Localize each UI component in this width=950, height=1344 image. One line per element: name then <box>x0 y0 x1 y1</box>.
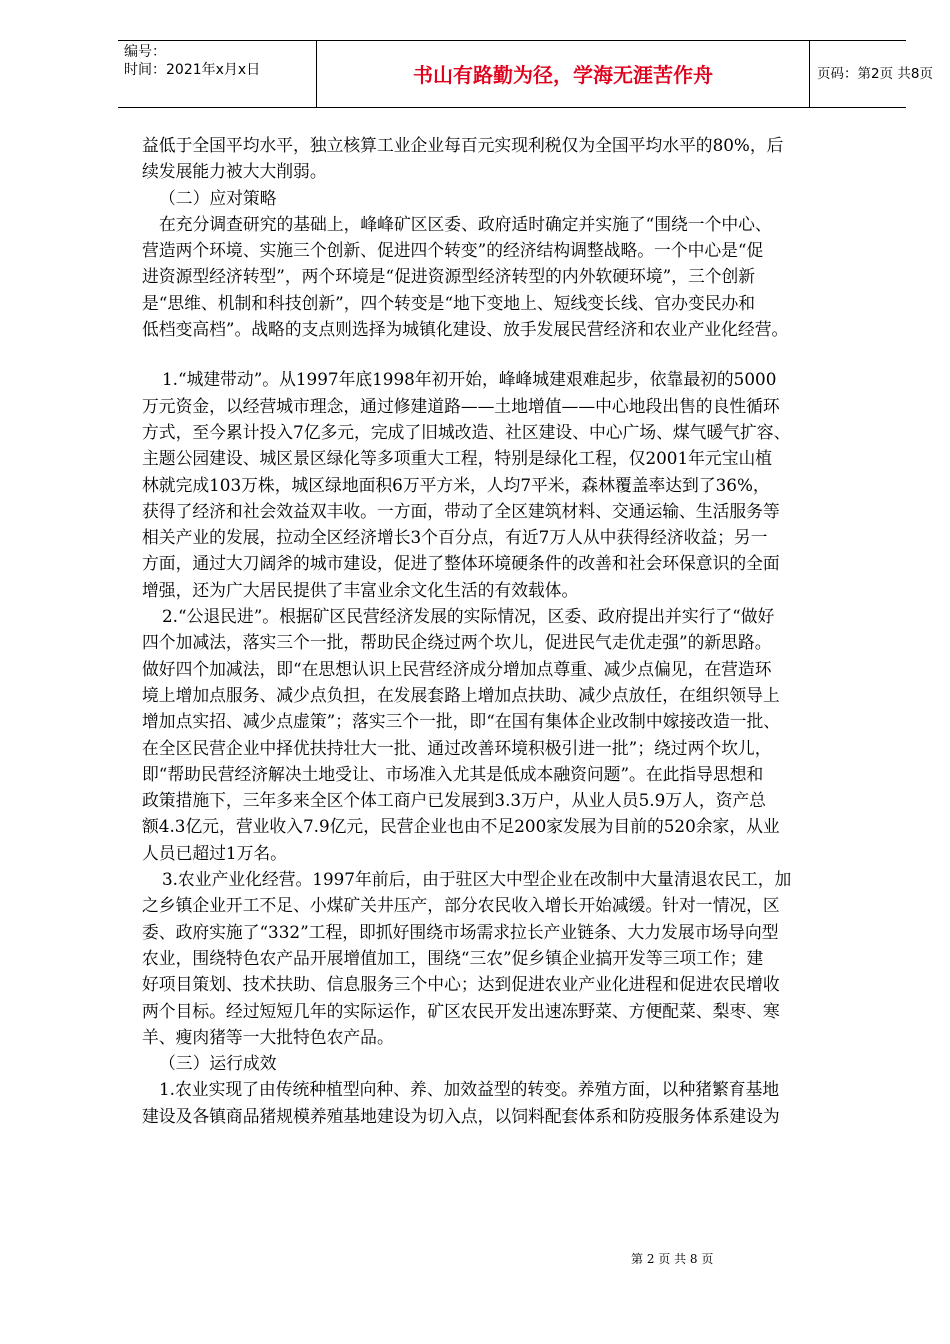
body-line: 获得了经济和社会效益双丰收。一方面，带动了全区建筑材料、交通运输、生活服务等 <box>142 500 780 521</box>
body-line: 相关产业的发展，拉动全区经济增长3个百分点，有近7万人从中获得经济收益；另一 <box>142 527 768 548</box>
body-line: 委、政府实施了“332”工程，即抓好围绕市场需求拉长产业链条、大力发展市场导向型 <box>142 921 779 942</box>
body-line: 在充分调查研究的基础上，峰峰矿区区委、政府适时确定并实施了“围绕一个中心、 <box>159 213 772 234</box>
body-line: 人员已超过1万名。 <box>142 842 287 863</box>
body-line: 增强，还为广大居民提供了丰富业余文化生活的有效载体。 <box>142 579 579 600</box>
body-line: 增加点实招、减少点虚策”；落实三个一批，即“在国有集体企业改制中嫁接改造一批、 <box>142 711 781 732</box>
item3-paragraph <box>142 866 890 1050</box>
document-body <box>142 132 890 1129</box>
body-line: 益低于全国平均水平，独立核算工业企业每百元实现利税仅为全国平均水平的80%，后 <box>142 135 784 155</box>
body-line: 即“帮助民营经济解决土地受让、市场准入尤其是低成本融资问题”。在此指导思想和 <box>142 763 764 784</box>
body-line: 3.农业产业化经营。1997年前后，由于驻区大中型企业在改制中大量清退农民工，加 <box>162 869 792 890</box>
body-line: 营造两个环境、实施三个创新、促进四个转变”的经济结构调整战略。一个中心是“促 <box>142 240 764 261</box>
body-line: 境上增加点服务、减少点负担，在发展套路上增加点扶助、减少点放任，在组织领导上 <box>142 684 780 705</box>
results-paragraph <box>142 1076 890 1129</box>
paragraph-gap <box>142 342 890 366</box>
section-heading-results: （三）运行成效 <box>159 1053 277 1074</box>
header-page-cell <box>809 41 933 107</box>
body-line: 好项目策划、技术扶助、信息服务三个中心；达到促进农业产业化进程和促进农民增收 <box>142 974 780 995</box>
body-line: 农业，围绕特色农产品开展增值加工，围绕“三农”促乡镇企业搞开发等三项工作；建 <box>142 947 764 968</box>
body-line: 进资源型经济转型”，两个环境是“促进资源型经济转型的内外软硬环境”，三个创新 <box>142 266 756 287</box>
header-page-info: 页码：第2页 共8页 <box>817 66 933 82</box>
body-line: 是“思维、机制和科技创新”，四个转变是“地下变地上、短线变长线、官办变民办和 <box>142 292 756 313</box>
body-line: 万元资金，以经营城市理念，通过修建道路——土地增值——中心地段出售的良性循环 <box>142 395 780 416</box>
body-line: 1.农业实现了由传统种植型向种、养、加效益型的转变。养殖方面，以种猪繁育基地 <box>159 1079 780 1100</box>
body-line: 2.“公退民进”。根据矿区民营经济发展的实际情况，区委、政府提出并实行了“做好 <box>162 606 775 627</box>
header-motto-cell <box>316 41 810 107</box>
body-line: 建设及各镇商品猪规模养殖基地建设为切入点，以饲料配套体系和防疫服务体系建设为 <box>142 1105 780 1126</box>
body-line: 两个目标。经过短短几年的实际运作，矿区农民开发出速冻野菜、方便配菜、梨枣、寒 <box>142 1000 780 1021</box>
item2-paragraph <box>142 603 890 866</box>
section-heading-strategy: （二）应对策略 <box>159 187 277 208</box>
body-line: 在全区民营企业中择优扶持壮大一批、通过改善环境积极引进一批”；绕过两个坎儿， <box>142 737 772 758</box>
body-line: 额4.3亿元，营业收入7.9亿元，民营企业也由不足200家发展为目前的520余家，从业 <box>142 816 780 837</box>
header-meta-cell <box>118 41 316 107</box>
document-number-label: 编号： <box>124 44 166 60</box>
body-line: 方面，通过大刀阔斧的城市建设，促进了整体环境硬条件的改善和社会环保意识的全面 <box>142 553 780 574</box>
body-line: 羊、瘦肉猪等一大批特色农产品。 <box>142 1026 394 1047</box>
page-header <box>118 40 933 108</box>
intro-paragraph <box>142 132 890 185</box>
body-line: 续发展能力被大大削弱。 <box>142 161 327 182</box>
footer-page-number: 第 2 页 共 8 页 <box>631 1252 714 1266</box>
body-line: 四个加减法，落实三个一批，帮助民企绕过两个坎儿，促进民气走优走强”的新思路。 <box>142 632 772 653</box>
body-line: 低档变高档”。战略的支点则选择为城镇化建设、放手发展民营经济和农业产业化经营。 <box>142 319 789 340</box>
item1-paragraph <box>142 366 890 603</box>
body-line: 1.“城建带动”。从1997年底1998年初开始，峰峰城建艰难起步，依靠最初的5000 <box>162 369 777 390</box>
body-line: 方式，至今累计投入7亿多元，完成了旧城改造、社区建设、中心广场、煤气暖气扩容、 <box>142 421 791 442</box>
body-line: 林就完成103万株，城区绿地面积6万平方米，人均7平米，森林覆盖率达到了36%， <box>142 474 770 495</box>
body-line: 主题公园建设、城区景区绿化等多项重大工程，特别是绿化工程，仅2001年元宝山植 <box>142 448 773 469</box>
strategy-paragraph <box>142 211 890 342</box>
header-motto: 书山有路勤为径，学海无涯苦作舟 <box>413 63 713 87</box>
document-time-label: 时间：2021年x月x日 <box>124 62 261 78</box>
body-line: 之乡镇企业开工不足、小煤矿关井压产，部分农民收入增长开始减缓。针对一情况，区 <box>142 895 780 916</box>
body-line: 做好四个加减法，即“在思想认识上民营经济成分增加点尊重、减少点偏见，在营造环 <box>142 658 772 679</box>
body-line: 政策措施下，三年多来全区个体工商户已发展到3.3万户，从业人员5.9万人，资产总 <box>142 790 766 811</box>
